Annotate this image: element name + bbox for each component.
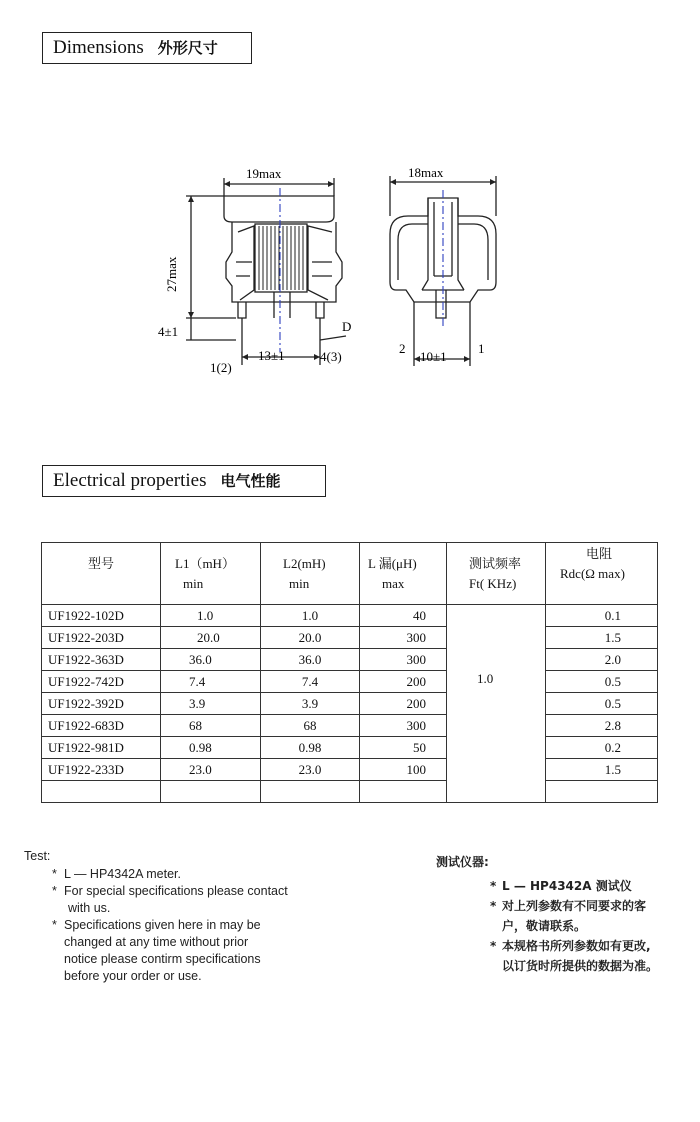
electrical-title-zh: 电气性能	[220, 472, 281, 490]
cell-l2: 7.4	[261, 671, 360, 693]
header-test-freq	[447, 543, 546, 605]
cell-empty	[360, 781, 447, 803]
note-item: * Specifications given here in may be changed at any time without prior notice please contirm specifications before your order or use.	[24, 917, 354, 985]
test-notes-en-heading: Test:	[24, 849, 51, 863]
cell-empty	[261, 781, 360, 803]
label-width-side: 18max	[408, 165, 444, 180]
cell-l1: 1.0	[161, 605, 261, 627]
cell-l2: 36.0	[261, 649, 360, 671]
cell-leakage: 300	[360, 627, 447, 649]
note-text: before your order or use.	[64, 969, 202, 983]
cell-empty	[546, 781, 658, 803]
header-l2-text: L2(mH)	[283, 555, 326, 571]
cell-l1: 36.0	[161, 649, 261, 671]
note-text: Specifications given here in may be	[64, 918, 261, 932]
cell-rdc: 0.5	[546, 671, 658, 693]
note-item: * 本规格书所列参数如有更改, 以订货时所提供的数据为准。	[436, 936, 686, 976]
cell-rdc: 2.0	[546, 649, 658, 671]
note-text: For special specifications please contact	[64, 884, 288, 898]
header-model-text: 型号	[87, 555, 114, 571]
cell-l2: 68	[261, 715, 360, 737]
header-rdc	[546, 543, 658, 605]
note-item: * For special specifications please contact with us.	[24, 883, 354, 917]
cell-rdc: 1.5	[546, 627, 658, 649]
cell-model: UF1922-203D	[42, 627, 161, 649]
header-rdc-text: Rdc(Ω max)	[560, 565, 625, 581]
cell-model: UF1922-102D	[42, 605, 161, 627]
cell-l1: 0.98	[161, 737, 261, 759]
label-pin-right-side: 1	[478, 341, 485, 356]
cell-rdc: 2.8	[546, 715, 658, 737]
table-row	[42, 671, 658, 693]
label-width-front: 19max	[246, 166, 282, 181]
dimensions-title-en: Dimensions	[53, 37, 144, 58]
cell-l2: 1.0	[261, 605, 360, 627]
header-leakage-text: L 漏(μH)	[368, 555, 417, 571]
cell-l1: 3.9	[161, 693, 261, 715]
cell-l2: 20.0	[261, 627, 360, 649]
cell-leakage: 300	[360, 649, 447, 671]
cell-empty	[161, 781, 261, 803]
table-row-empty	[42, 781, 658, 803]
label-pitch-side: 10±1	[420, 349, 447, 364]
cell-l1: 7.4	[161, 671, 261, 693]
cell-rdc: 0.5	[546, 693, 658, 715]
label-pin-left-side: 2	[399, 341, 406, 356]
label-d: D	[342, 319, 352, 334]
electrical-title-en: Electrical properties	[53, 470, 207, 491]
note-text: changed at any time without prior	[64, 935, 249, 949]
note-text: notice please contirm specifications	[64, 952, 261, 966]
cell-l1: 23.0	[161, 759, 261, 781]
dimensions-title-zh: 外形尺寸	[157, 39, 218, 57]
cell-model: UF1922-233D	[42, 759, 161, 781]
cell-leakage: 100	[360, 759, 447, 781]
table-row	[42, 605, 658, 627]
cell-model: UF1922-363D	[42, 649, 161, 671]
cell-model: UF1922-742D	[42, 671, 161, 693]
table-row	[42, 759, 658, 781]
note-text: L — HP4342A meter.	[64, 867, 181, 881]
cell-leakage: 300	[360, 715, 447, 737]
test-notes-en	[24, 848, 354, 985]
table-row	[42, 737, 658, 759]
test-notes-zh-heading: 测试仪器:	[436, 855, 489, 869]
header-test-freq-unit: Ft( KHz)	[469, 575, 517, 591]
header-l1-text: L1（mH）	[175, 555, 235, 571]
note-text: 对上列参数有不同要求的客	[502, 899, 647, 913]
test-freq-value: 1.0	[477, 671, 494, 686]
table-header-row	[42, 543, 658, 605]
cell-rdc: 1.5	[546, 759, 658, 781]
cell-test-freq	[447, 605, 546, 803]
table-row	[42, 649, 658, 671]
cell-model: UF1922-392D	[42, 693, 161, 715]
cell-l2: 3.9	[261, 693, 360, 715]
note-text: with us.	[68, 901, 111, 915]
label-height: 27max	[164, 256, 179, 292]
note-text: 户，敬请联系。	[502, 919, 587, 933]
cell-l2: 0.98	[261, 737, 360, 759]
header-l2-unit: min	[289, 575, 310, 591]
table-row	[42, 693, 658, 715]
note-text: 以订货时所提供的数据为准。	[502, 959, 659, 973]
table-row	[42, 627, 658, 649]
header-test-freq-text: 测试频率	[469, 555, 522, 571]
cell-rdc: 0.1	[546, 605, 658, 627]
cell-leakage: 200	[360, 693, 447, 715]
header-l2	[261, 543, 360, 605]
cell-rdc: 0.2	[546, 737, 658, 759]
cell-l1: 20.0	[161, 627, 261, 649]
cell-model: UF1922-683D	[42, 715, 161, 737]
cell-leakage: 200	[360, 671, 447, 693]
note-text: 本规格书所列参数如有更改,	[502, 939, 651, 953]
note-item: * L — HP4342A 测试仪	[490, 879, 632, 893]
header-leakage-unit: max	[382, 575, 405, 591]
header-leakage	[360, 543, 447, 605]
label-lead-length: 4±1	[158, 324, 179, 339]
test-notes-zh	[436, 852, 686, 976]
table-row	[42, 715, 658, 737]
note-item: * 对上列参数有不同要求的客 户，敬请联系。	[436, 896, 686, 936]
cell-model: UF1922-981D	[42, 737, 161, 759]
note-text: L — HP4342A 测试仪	[502, 879, 632, 893]
header-l1	[161, 543, 261, 605]
label-pin-left-front: 1(2)	[210, 360, 232, 375]
dimension-drawing	[0, 0, 700, 400]
header-l1-unit: min	[183, 575, 204, 591]
label-pin-right-front: 4(3)	[320, 349, 342, 364]
cell-leakage: 50	[360, 737, 447, 759]
cell-l2: 23.0	[261, 759, 360, 781]
header-model	[42, 543, 161, 605]
electrical-heading	[42, 465, 326, 497]
cell-l1: 68	[161, 715, 261, 737]
cell-empty	[42, 781, 161, 803]
label-pitch-front: 13±1	[258, 348, 285, 363]
electrical-table	[41, 542, 658, 803]
note-item: * L — HP4342A meter.	[52, 867, 181, 881]
header-rdc-zh: 电阻	[586, 545, 613, 561]
cell-leakage: 40	[360, 605, 447, 627]
